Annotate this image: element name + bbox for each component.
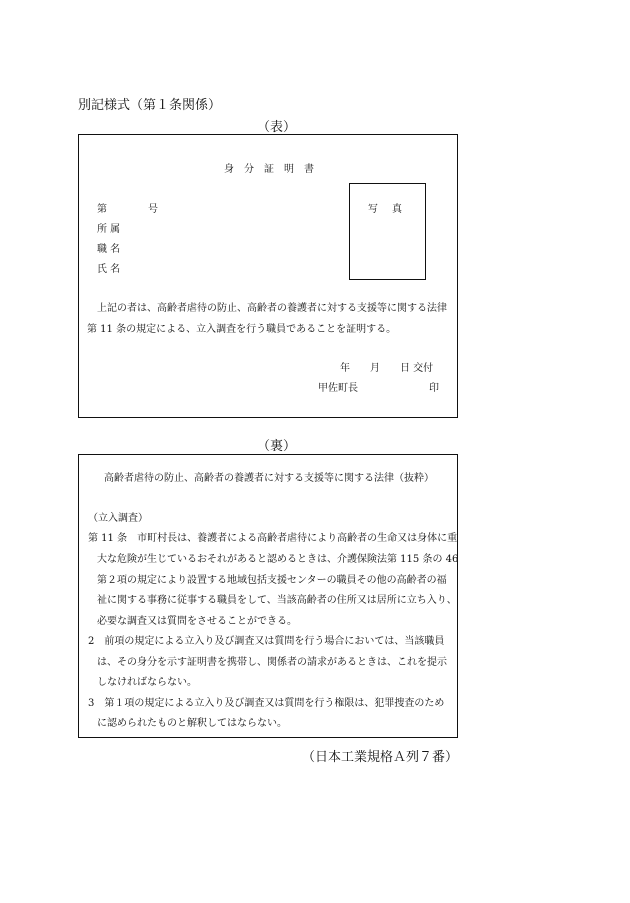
law-title: 高齢者虐待の防止、高齢者の養護者に対する支援等に関する法律（抜粋） xyxy=(104,473,434,484)
photo-label: 写真 xyxy=(368,204,416,215)
number-suffix: 号 xyxy=(148,204,158,215)
law-text-line: （立入調査） xyxy=(88,513,148,524)
number-label: 第 xyxy=(97,204,107,215)
front-side-label: （表） xyxy=(257,120,297,135)
back-side-label: （裏） xyxy=(257,439,297,454)
issue-date: 年 月 日 交付 xyxy=(340,363,434,374)
form-heading: 別記様式（第１条関係） xyxy=(78,98,222,113)
certification-text-line-2: 第 11 条の規定による、立入調査を行う職員であることを証明する。 xyxy=(87,324,397,335)
certificate-title: 身分証明書 xyxy=(224,164,324,175)
law-text-line: 第２項の規定により設置する地域包括支援センターの職員その他の高齢者の福 xyxy=(97,575,447,586)
name-label: 氏 名 xyxy=(97,264,121,275)
paper-size-note: （日本工業規格Ａ列７番） xyxy=(302,750,459,765)
seal-mark: 印 xyxy=(429,383,439,394)
law-text-line: 必要な調査又は質問をさせることができる。 xyxy=(97,616,297,627)
law-text-line: しなければならない。 xyxy=(97,677,197,688)
affiliation-label: 所 属 xyxy=(97,224,121,235)
law-text-line: 大な危険が生じているおそれがあると認めるときは、介護保険法第 115 条の 46 xyxy=(97,554,459,565)
certification-text-line-1: 上記の者は、高齢者虐待の防止、高齢者の養護者に対する支援等に関する法律 xyxy=(97,303,447,314)
issuer-name: 甲佐町長 xyxy=(318,383,358,394)
law-text-line: に認められたものと解釈してはならない。 xyxy=(97,718,287,729)
law-text-line: 祉に関する事務に従事する職員をして、当該高齢者の住所又は居所に立ち入り、 xyxy=(97,595,457,606)
law-text-line: は、その身分を示す証明書を携帯し、関係者の請求があるときは、これを提示 xyxy=(97,657,447,668)
law-text-line: 第 11 条 市町村長は、養護者による高齢者虐待により高齢者の生命又は身体に重 xyxy=(88,533,458,544)
photo-frame xyxy=(349,183,426,280)
position-label: 職 名 xyxy=(97,244,121,255)
law-text-line: 3 第１項の規定による立入り及び調査又は質問を行う権限は、犯罪捜査のため xyxy=(88,698,445,709)
law-text-line: 2 前項の規定による立入り及び調査又は質問を行う場合においては、当該職員 xyxy=(88,636,445,647)
